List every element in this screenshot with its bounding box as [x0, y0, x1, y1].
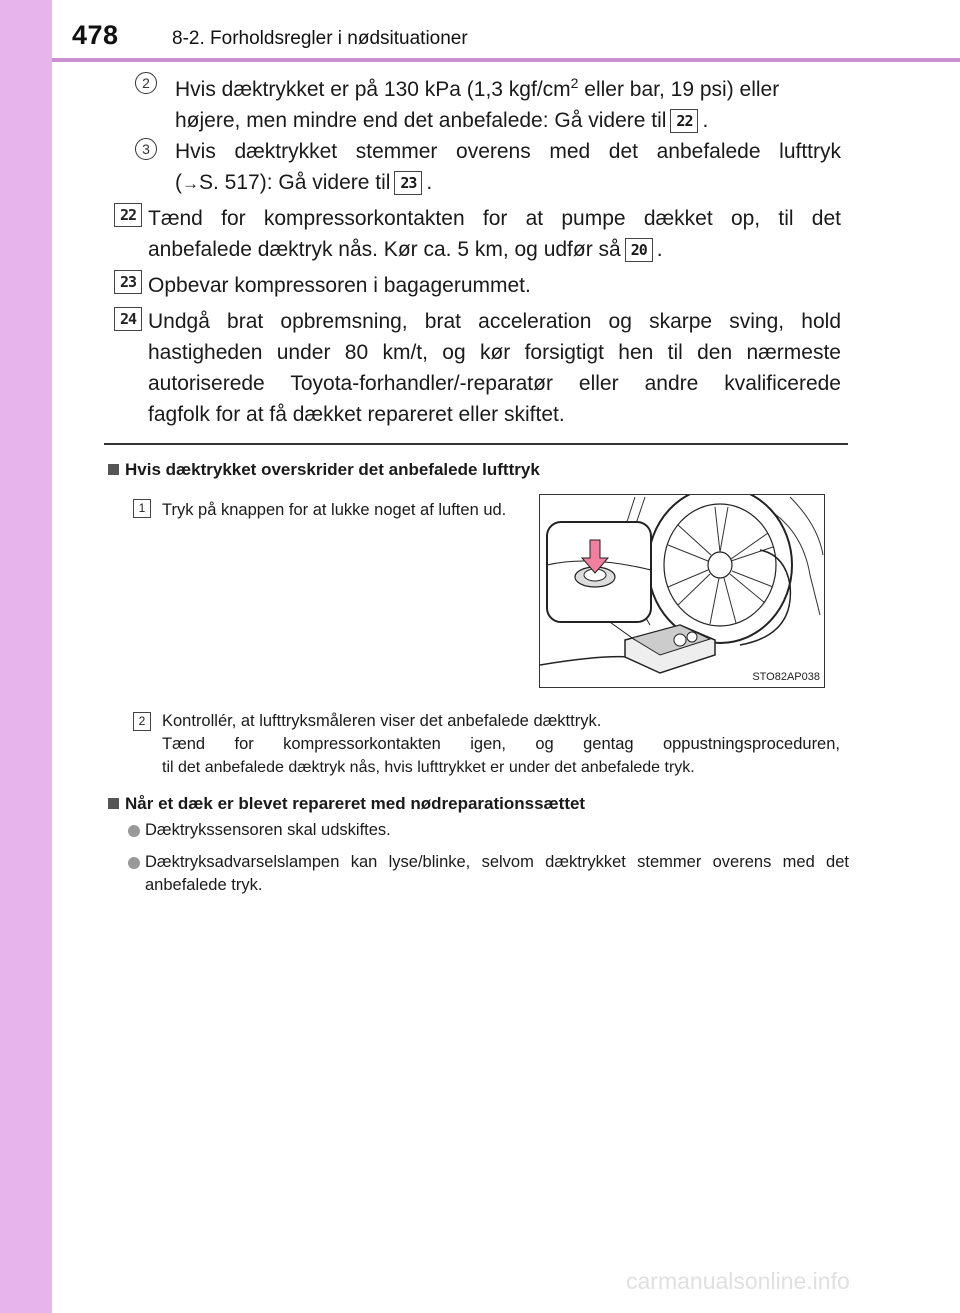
square-bullet-icon [108, 798, 119, 809]
step-marker-3: 3 [135, 138, 157, 160]
watermark: carmanualsonline.info [626, 1268, 850, 1294]
arrow-right-icon: → [182, 174, 199, 193]
section-heading-repaired: Når et dæk er blevet repareret med nødreparationssættet [108, 794, 585, 814]
bullet-1-text: Dæktrykssensoren skal udskiftes. [145, 821, 391, 839]
bullet-dot-icon [128, 825, 140, 837]
step-3-text: Hvis dæktrykket stemmer overens med det anbefalede lufttryk (→S. 517): Gå videre til 23 . [175, 140, 841, 194]
page-link[interactable]: S. 517): Gå videre til [199, 171, 391, 194]
tire-compressor-drawing [540, 495, 824, 687]
step-2-text: Hvis dæktrykket er på 130 kPa (1,3 kgf/$cm^2$ eller bar, 19 psi) eller højere, men mindre end det anbefalede: Gå videre til 22 . [175, 75, 780, 132]
item-marker-2: 2 [133, 712, 151, 731]
item-marker-1: 1 [133, 499, 151, 518]
item-2-text: Kontrollér, at lufttryksmåleren viser det anbefalede dækttryk. Tænd for kompressorkontakten igen, og gentag oppustningsproceduren, til det anbefalede dæktryk nås, hvis lufttrykket er under det anbefalede tryk. [162, 712, 840, 776]
section-heading-overpressure: Hvis dæktrykket overskrider det anbefalede lufttryk [108, 460, 540, 480]
page-number: 478 [72, 20, 119, 50]
header-rule [52, 58, 960, 62]
step-ref-22[interactable]: 22 [670, 109, 698, 133]
step-marker-23: 23 [114, 270, 142, 294]
step-marker-22: 22 [114, 203, 142, 227]
side-tab [0, 0, 52, 1313]
compressor-illustration [539, 494, 825, 688]
bullet-dot-icon [128, 857, 140, 869]
bullet-2-text: Dæktryksadvarselslampen kan lyse/blinke, selvom dæktrykket stemmer overens med det anbefalede tryk. [145, 853, 849, 894]
square-bullet-icon [108, 464, 119, 475]
chapter-title: 8-2. Forholdsregler i nødsituationer [172, 28, 468, 49]
step-ref-23[interactable]: 23 [394, 171, 422, 195]
step-22-text: Tænd for kompressorkontakten for at pumpe dækket op, til det anbefalede dæktryk nås. Kør ca. 5 km, og udfør så 20 . [148, 207, 841, 261]
figure-id: STO82AP038 [752, 671, 820, 683]
step-23-text: Opbevar kompressoren i bagagerummet. [148, 274, 531, 297]
step-marker-2: 2 [135, 72, 157, 94]
step-ref-20[interactable]: 20 [625, 238, 653, 262]
step-24-text: Undgå brat opbremsning, brat acceleration og skarpe sving, hold hastigheden under 80 km/t, og kør forsigtigt hen til den nærmeste autoriserede Toyota-forhandler/-reparatør eller andre kvalificerede fagfolk for at få dækket repareret eller skiftet. [148, 310, 841, 426]
item-1-text: Tryk på knappen for at lukke noget af luften ud. [162, 501, 507, 519]
section-divider [104, 443, 848, 445]
step-marker-24: 24 [114, 307, 142, 331]
